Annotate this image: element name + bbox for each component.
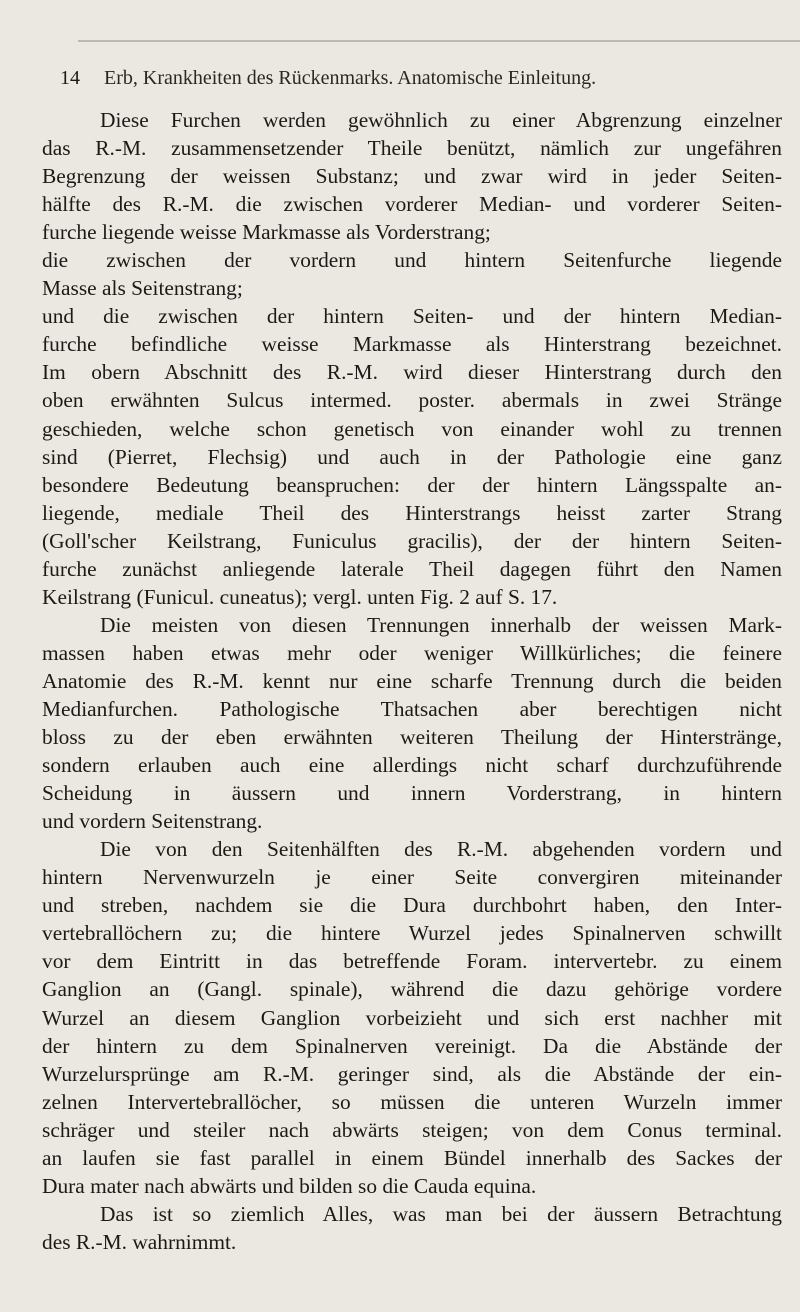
text-line: Ganglion an (Gangl. spinale), während die dazu gehörige vordere — [42, 977, 782, 1002]
text-line: Scheidung in äussern und innern Vorderstrang, in hintern — [42, 781, 782, 806]
text-line: bloss zu der eben erwähnten weiteren Theilung der Hinterstränge, — [42, 725, 782, 750]
text-line: das R.-M. zusammensetzender Theile benützt, nämlich zur ungefähren — [42, 136, 782, 161]
text-line: oben erwähnten Sulcus intermed. poster. abermals in zwei Stränge — [42, 388, 782, 413]
text-line: massen haben etwas mehr oder weniger Willkürliches; die feinere — [42, 640, 782, 665]
text-line: Medianfurchen. Pathologische Thatsachen aber berechtigen nicht — [42, 696, 782, 721]
text-line: Keilstrang (Funicul. cuneatus); vergl. unten Fig. 2 auf S. 17. — [42, 584, 558, 609]
text-line: zelnen Intervertebrallöcher, so müssen die unteren Wurzeln immer — [42, 1089, 782, 1114]
text-line: schräger und steiler nach abwärts steigen; von dem Conus terminal. — [42, 1117, 782, 1142]
text-line: liegende, mediale Theil des Hinterstrangs heisst zarter Strang — [42, 500, 782, 525]
text-line: Dura mater nach abwärts und bilden so die Cauda equina. — [42, 1173, 537, 1198]
body-text — [42, 106, 782, 1256]
text-line: Diese Furchen werden gewöhnlich zu einer Abgrenzung einzelner — [100, 108, 782, 132]
text-line: die zwischen der vordern und hintern Seitenfurche liegende — [42, 248, 782, 273]
text-line: Das ist so ziemlich Alles, was man bei der äussern Betrachtung — [100, 1201, 782, 1226]
text-line: Wurzel an diesem Ganglion vorbeizieht und sich erst nachher mit — [42, 1005, 782, 1030]
text-line: furche zunächst anliegende laterale Theil dagegen führt den Namen — [42, 556, 782, 581]
text-line: sondern erlauben auch eine allerdings nicht scharf durchzuführende — [42, 753, 782, 778]
text-line: der hintern zu dem Spinalnerven vereinigt. Da die Abstände der — [42, 1033, 782, 1058]
text-line: Anatomie des R.-M. kennt nur eine scharfe Trennung durch die beiden — [42, 668, 782, 693]
text-line: des R.-M. wahrnimmt. — [42, 1229, 237, 1254]
text-line: vor dem Eintritt in das betreffende Foram. intervertebr. zu einem — [42, 949, 782, 974]
text-line: (Goll'scher Keilstrang, Funiculus gracilis), der der hintern Seiten- — [42, 528, 782, 553]
text-line: sind (Pierret, Flechsig) und auch in der Pathologie eine ganz — [42, 444, 782, 469]
running-title: Erb, Krankheiten des Rückenmarks. Anatomische Einleitung. — [104, 67, 597, 89]
text-line: Die meisten von diesen Trennungen innerhalb der weissen Mark- — [100, 612, 782, 637]
text-line: vertebrallöchern zu; die hintere Wurzel jedes Spinalnerven schwillt — [42, 921, 782, 946]
text-line: Masse als Seitenstrang; — [42, 276, 243, 301]
text-line: und vordern Seitenstrang. — [42, 809, 263, 834]
text-line: Die von den Seitenhälften des R.-M. abgehenden vordern und — [100, 837, 782, 862]
text-line: und die zwischen der hintern Seiten- und der hintern Median- — [42, 304, 782, 329]
text-line: hälfte des R.-M. die zwischen vorderer Median- und vorderer Seiten- — [42, 192, 782, 217]
text-line: und streben, nachdem sie die Dura durchbohrt haben, den Inter- — [42, 893, 782, 918]
text-line: geschieden, welche schon genetisch von einander wohl zu trennen — [42, 416, 782, 441]
text-line: furche befindliche weisse Markmasse als Hinterstrang bezeichnet. — [42, 332, 782, 357]
text-line: furche liegende weisse Markmasse als Vorderstrang; — [42, 220, 491, 245]
text-line: besondere Bedeutung beanspruchen: der der hintern Längsspalte an- — [42, 472, 782, 497]
text-line: Wurzelursprünge am R.-M. geringer sind, als die Abstände der ein- — [42, 1061, 782, 1086]
text-line: Begrenzung der weissen Substanz; und zwar wird in jeder Seiten- — [42, 164, 782, 189]
text-line: an laufen sie fast parallel in einem Bündel innerhalb des Sackes der — [42, 1145, 782, 1170]
running-header — [60, 66, 780, 90]
text-line: hintern Nervenwurzeln je einer Seite convergiren miteinander — [42, 865, 782, 890]
text-line: Im obern Abschnitt des R.-M. wird dieser Hinterstrang durch den — [42, 360, 782, 385]
page-edge-rule — [78, 40, 800, 42]
page-number: 14 — [60, 67, 80, 89]
